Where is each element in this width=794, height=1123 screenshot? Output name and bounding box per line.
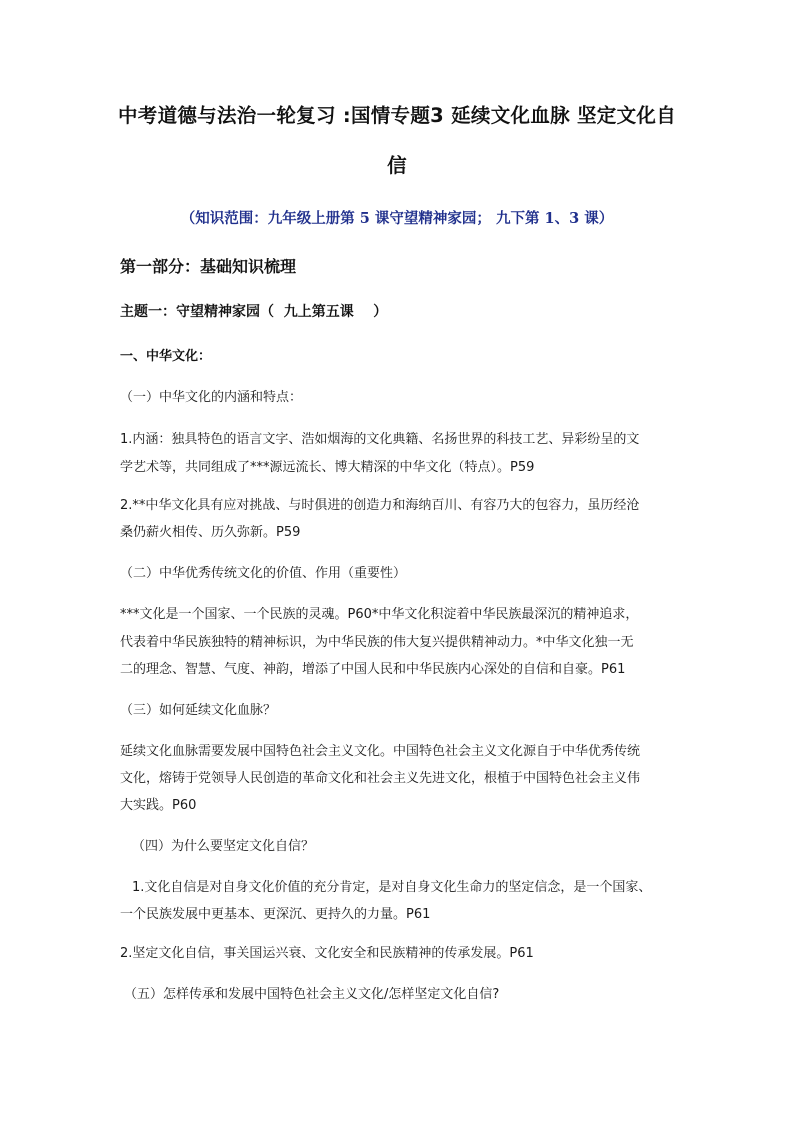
paragraph-text: 2.**中华文化具有应对挑战、与时俱进的创造力和海纳百川、有容乃大的包容力，虽历经沧 [120, 498, 640, 513]
paragraph-text: 桑仍薪火相传、历久弥新。P59 [120, 525, 301, 540]
paragraph-text: 大实践。P60 [120, 798, 197, 813]
subsection-2-heading: （二）中华优秀传统文化的价值、作用（重要性） [120, 566, 407, 581]
paragraph-text: 一个民族发展中更基本、更深沉、更持久的力量。P61 [120, 907, 431, 922]
paragraph-text: 学艺术等，共同组成了***源远流长、博大精深的中华文化（特点）。P59 [120, 460, 535, 475]
theme-1-heading: 主题一：守望精神家园（ 九上第五课 ） [120, 304, 388, 320]
document-title-line-2: 信 [387, 154, 407, 177]
knowledge-scope: （知识范围：九年级上册第 5 课守望精神家园； 九下第 1、3 课） [180, 210, 614, 227]
paragraph-text: 代表着中华民族独特的精神标识，为中华民族的伟大复兴提供精神动力。*中华文化独一无 [120, 635, 634, 650]
section-1-heading: 一、中华文化： [120, 349, 212, 364]
document-title-line-1: 中考道德与法治一轮复习 :国情专题3 延续文化血脉 坚定文化自 [117, 104, 677, 127]
paragraph-text: 文化，熔铸于党领导人民创造的革命文化和社会主义先进文化，根植于中国特色社会主义伟 [120, 771, 641, 786]
paragraph-text: 2.坚定文化自信，事关国运兴衰、文化安全和民族精神的传承发展。P61 [120, 946, 534, 961]
subsection-5-heading: （五）怎样传承和发展中国特色社会主义文化/怎样坚定文化自信? [124, 987, 500, 1002]
paragraph-text: 二的理念、智慧、气度、神韵，增添了中国人民和中华民族内心深处的自信和自豪。P61 [120, 662, 626, 677]
subsection-3-heading: （三）如何延续文化血脉？ [120, 703, 277, 718]
subsection-4-heading: （四）为什么要坚定文化自信？ [132, 839, 315, 854]
part-1-heading: 第一部分：基础知识梳理 [120, 257, 297, 276]
subsection-1-heading: （一）中华文化的内涵和特点： [120, 390, 303, 405]
paragraph-text: 延续文化血脉需要发展中国特色社会主义文化。中国特色社会主义文化源自于中华优秀传统 [120, 744, 641, 759]
paragraph-text: ***文化是一个国家、一个民族的灵魂。P60*中华文化积淀着中华民族最深沉的精神追求， [120, 607, 639, 622]
paragraph-text: 1.文化自信是对自身文化价值的充分肯定，是对自身文化生命力的坚定信念，是一个国家、 [132, 880, 652, 895]
paragraph-text: 1.内涵：独具特色的语言文字、浩如烟海的文化典籍、名扬世界的科技工艺、异彩纷呈的文 [120, 432, 640, 447]
